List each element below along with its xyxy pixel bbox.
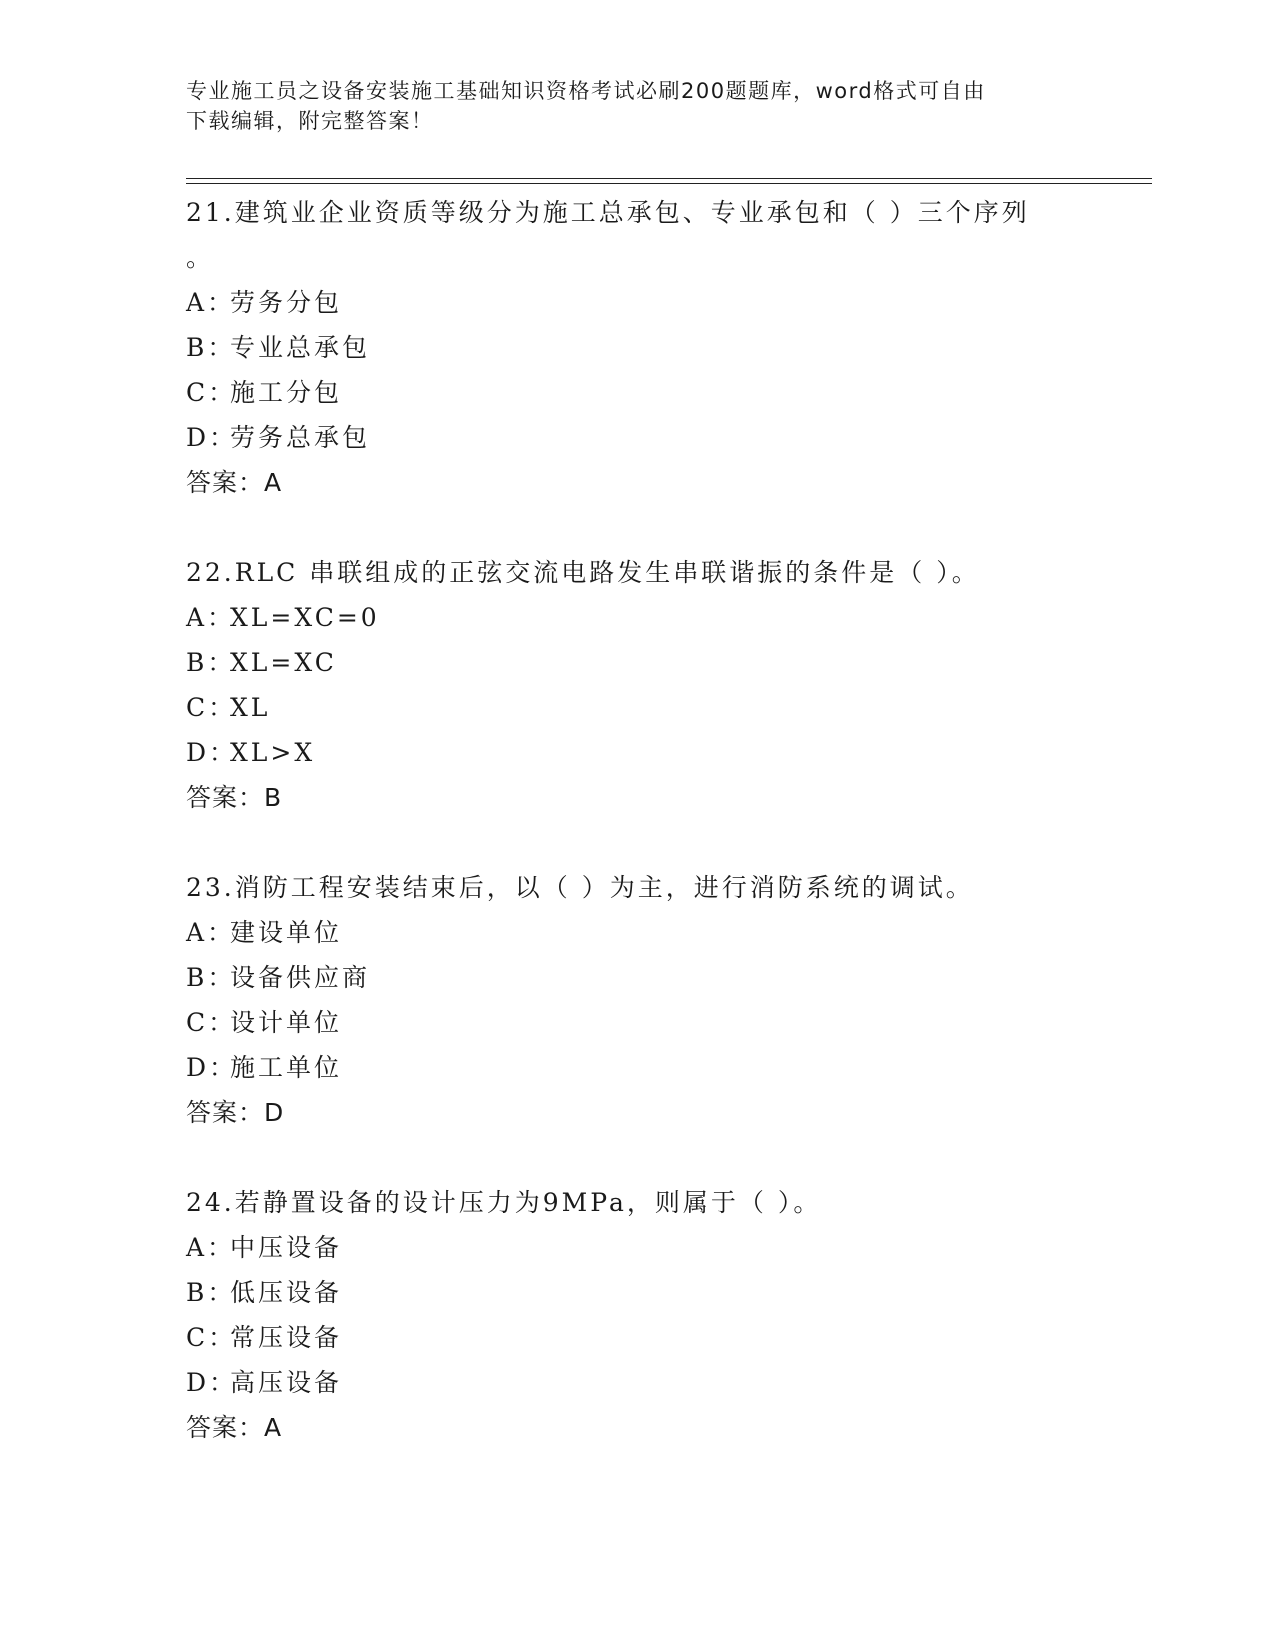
option-key: A： xyxy=(186,603,236,632)
option-text: 劳务分包 xyxy=(230,288,343,317)
question-24 xyxy=(186,1180,1086,1450)
question-22 xyxy=(186,550,1086,820)
answer-line: 答案：D xyxy=(186,1098,285,1127)
option-c xyxy=(186,1000,1086,1045)
option-text: 低压设备 xyxy=(230,1278,343,1307)
option-c xyxy=(186,370,1086,415)
question-list xyxy=(186,190,1086,1495)
question-21 xyxy=(186,190,1086,505)
option-text: XL>X xyxy=(230,738,316,767)
answer-line: 答案：B xyxy=(186,783,283,812)
option-b xyxy=(186,955,1086,1000)
option-d xyxy=(186,1360,1086,1405)
option-a xyxy=(186,595,1086,640)
option-c xyxy=(186,1315,1086,1360)
option-text: XL xyxy=(230,693,271,722)
option-text: XL=XC=0 xyxy=(230,603,380,632)
option-key: D： xyxy=(186,423,238,452)
option-text: 设备供应商 xyxy=(230,963,371,992)
option-text: 建设单位 xyxy=(230,918,343,947)
option-key: D： xyxy=(186,1053,238,1082)
question-23 xyxy=(186,865,1086,1135)
option-text: 设计单位 xyxy=(230,1008,343,1037)
option-b xyxy=(186,325,1086,370)
header-line-1: 专业施工员之设备安装施工基础知识资格考试必刷200题题库，word格式可自由 xyxy=(186,79,986,103)
option-key: C： xyxy=(186,378,237,407)
option-text: 施工分包 xyxy=(230,378,343,407)
option-key: B： xyxy=(186,333,236,362)
option-key: D： xyxy=(186,1368,238,1397)
header-divider-top xyxy=(186,178,1152,179)
option-text: 高压设备 xyxy=(230,1368,343,1397)
option-d xyxy=(186,415,1086,460)
option-text: XL=XC xyxy=(230,648,337,677)
option-key: B： xyxy=(186,1278,236,1307)
header-line-2: 下载编辑，附完整答案！ xyxy=(186,109,434,133)
answer-line: 答案：A xyxy=(186,468,283,497)
option-a xyxy=(186,1225,1086,1270)
option-text: 劳务总承包 xyxy=(230,423,371,452)
question-stem: 21.建筑业企业资质等级分为施工总承包、专业承包和（ ）三个序列 xyxy=(186,198,1030,227)
option-key: A： xyxy=(186,288,236,317)
option-b xyxy=(186,1270,1086,1315)
question-stem: 22.RLC 串联组成的正弦交流电路发生串联谐振的条件是（ ）。 xyxy=(186,558,980,587)
option-key: C： xyxy=(186,1008,237,1037)
option-b xyxy=(186,640,1086,685)
answer-line: 答案：A xyxy=(186,1413,283,1442)
option-text: 施工单位 xyxy=(230,1053,343,1082)
question-stem: 23.消防工程安装结束后，以（ ）为主，进行消防系统的调试。 xyxy=(186,873,974,902)
question-stem-continuation: 。 xyxy=(186,243,215,272)
option-key: C： xyxy=(186,693,237,722)
option-d xyxy=(186,730,1086,775)
header-divider-bottom xyxy=(186,183,1152,184)
option-key: D： xyxy=(186,738,238,767)
option-key: C： xyxy=(186,1323,237,1352)
option-key: B： xyxy=(186,648,236,677)
option-a xyxy=(186,280,1086,325)
option-text: 中压设备 xyxy=(230,1233,343,1262)
document-header xyxy=(186,76,1066,136)
option-text: 常压设备 xyxy=(230,1323,343,1352)
option-text: 专业总承包 xyxy=(230,333,371,362)
option-d xyxy=(186,1045,1086,1090)
option-a xyxy=(186,910,1086,955)
option-c xyxy=(186,685,1086,730)
option-key: A： xyxy=(186,1233,236,1262)
question-stem: 24.若静置设备的设计压力为9MPa，则属于（ ）。 xyxy=(186,1188,822,1217)
option-key: B： xyxy=(186,963,236,992)
option-key: A： xyxy=(186,918,236,947)
